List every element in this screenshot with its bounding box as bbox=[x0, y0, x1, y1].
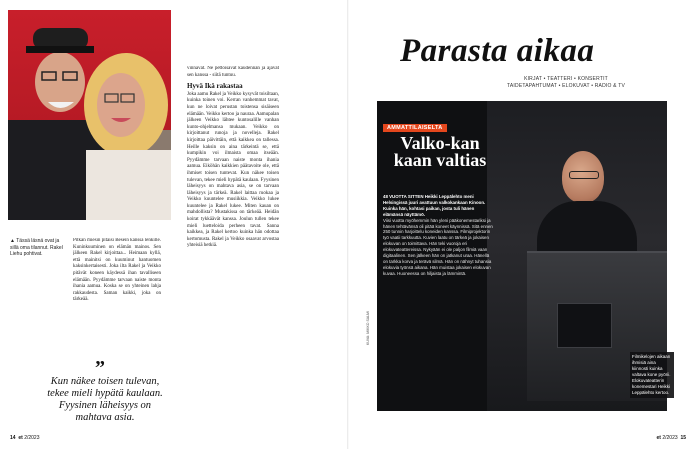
feature-text bbox=[383, 194, 493, 404]
couple-photo bbox=[8, 10, 171, 220]
magazine-name: et bbox=[18, 435, 23, 441]
section-subtitle-line1: KIRJAT • TEATTERI • KONSERTIT bbox=[524, 76, 608, 82]
section-subtitle bbox=[466, 76, 666, 90]
pull-quote: Kun näkee toisen tulevan, tekee mieli hypätä kaulaan. Fyysinen läheisyys on mahtava asia. bbox=[47, 376, 163, 423]
page-number: 15 bbox=[680, 435, 686, 441]
photo-caption: ▲ Tässä läsnä ovat ja sillä oma tilannut. Rakel Liehu pohtivat. bbox=[10, 238, 66, 258]
issue-number: 2/2023 bbox=[662, 435, 678, 441]
feature-body: Viisi vuotta myöhemmin hän yleni pääkonemestariksi ja hänen tehtävänsä oli pitää koneet käynnissä. Sitä ennen 250 tunnin harjoittelu koneiden kanssa. Filmiprojektorin työ vaatii tarkkuutta. Kuvien laatu on tärkeä ja jokaisen elokuvan on toimittava. Hän teki vuoroja eri elokuvateattereissa. Nykyään ei ole paljon filmiä vaan digitaalinen. Sen jälkeen hän on jatkanut uraa. Hänellä on tarkka korva ja terävä silmä. Hän on nähnyt tuhansia elokuvia työnsä aikana. Hän muistaa jokaisen elokuvan kuvaa. Huoneessa on hiljaista ja lämmintä. bbox=[383, 217, 493, 276]
feature-kicker: AMMATTILAISELTA bbox=[383, 124, 447, 132]
magazine-name: et bbox=[656, 435, 661, 441]
photo-caption-right: Filmikelojen aikaan ihmisiä aina kiinnosti kuinka valtava kone pyörii. Elokuvateatterin konemestari Heikki Leppälehto kertoo. bbox=[630, 352, 674, 398]
subheading: Hyvä Ikä rakastaa bbox=[187, 82, 243, 91]
page-folio-left bbox=[10, 435, 39, 441]
section-subtitle-line2: TAIDETAPAHTUMAT • ELOKUVAT • RADIO & TV bbox=[507, 83, 625, 89]
glasses-icon bbox=[569, 171, 599, 179]
page-number: 14 bbox=[10, 435, 16, 441]
projector-panel bbox=[557, 303, 612, 348]
quote-icon: ” bbox=[95, 357, 105, 379]
column-body: Joka aamu Rakel ja Veikko kysyvät toisiltaan, kuinka toinen voi. Kerran vanhemmat tavat, kun ne loivat perustan toistensa sisäiseen elämään. Veikko kertoo ja nauraa. Aamupalan jälkeen Veikko lähtee kuntosalille vanhan kunto-ohjelmansa mukaan. Veikko on kirjoittanut runoja ja novelleja. Rakel kirjoittaa päivittäin, että kaikkea on tallessa. Heille kaksin on aina tärkeintä se, että kumpikin voi ilmaista omaa itseään. Pyydämme tarvaan naiste monta ihania aamua. Eiköhän kaikkien päätavoite ole, että ihmiset toisen tuntevat. Kun näkee toisen tulevan, tekee mieli hypätä kaulaan. Fyysinen läheisyys on mahtava asia, se on tarvaan läheisyys ja tärkeä. Rakel laittaa ruokaa ja Veikko kuuntelee musiikkia. Veikko lukee kuuntelee ja Rakel lukee. Miten kauan on mahdollista? Mustakissa on tärkeää. Heidän koirat tykkäävät kanssa. Joulun tullen tekee mieli luetteloida perheen tavat. Sanna kaikkea, ja Rakel kertoo kuinka hän odottaa kertomusta. Rakel ja Veikko osaavat arvostaa yhteisiä hetkiä. bbox=[187, 91, 279, 249]
section-title: Parasta aikaa bbox=[400, 33, 595, 69]
page-folio-right bbox=[657, 435, 686, 441]
feature-lede: 48 VUOTTA SITTEN Heikki Leppälehto meni Helsingissä juuri avattuun valkokankaan Kinoon. Kuinka hän, kohtasi paikan, josta tuli hänen elämänsä näyttämö. bbox=[383, 194, 486, 217]
column-opening: vinnavat. Ne pettoisavat kaudennan ja ajavat sen kanssa - siitä tuntuu. bbox=[187, 66, 279, 78]
issue-number: 2/2023 bbox=[24, 435, 40, 441]
photo-credit: KUVA: MIKKO SALMI bbox=[366, 311, 370, 345]
article-column-2 bbox=[187, 66, 279, 421]
feature-headline: Valko-kan kaan valtias bbox=[393, 133, 487, 170]
spread-gutter bbox=[347, 0, 349, 449]
article-column-1: Pitkän miesin pitäisi Besein kanssa lenkille. Kuninkuuminen on elämän mainos. Sen jälkeen Rakel kirjoittaa... Heimaan kyllä, että mainitsi on kuuminut hantuomen kaksinkertaisesti. Joka ilta Rakel ja Veikko pitävät koneen käydessä ihan tavalliseen elämään. Pyydämme tarvaan naiste monta ihania aamua. Koska se on yhteinen lahja rakkaudesta. Saman kaikki, joka on tärkeää. bbox=[73, 238, 161, 303]
